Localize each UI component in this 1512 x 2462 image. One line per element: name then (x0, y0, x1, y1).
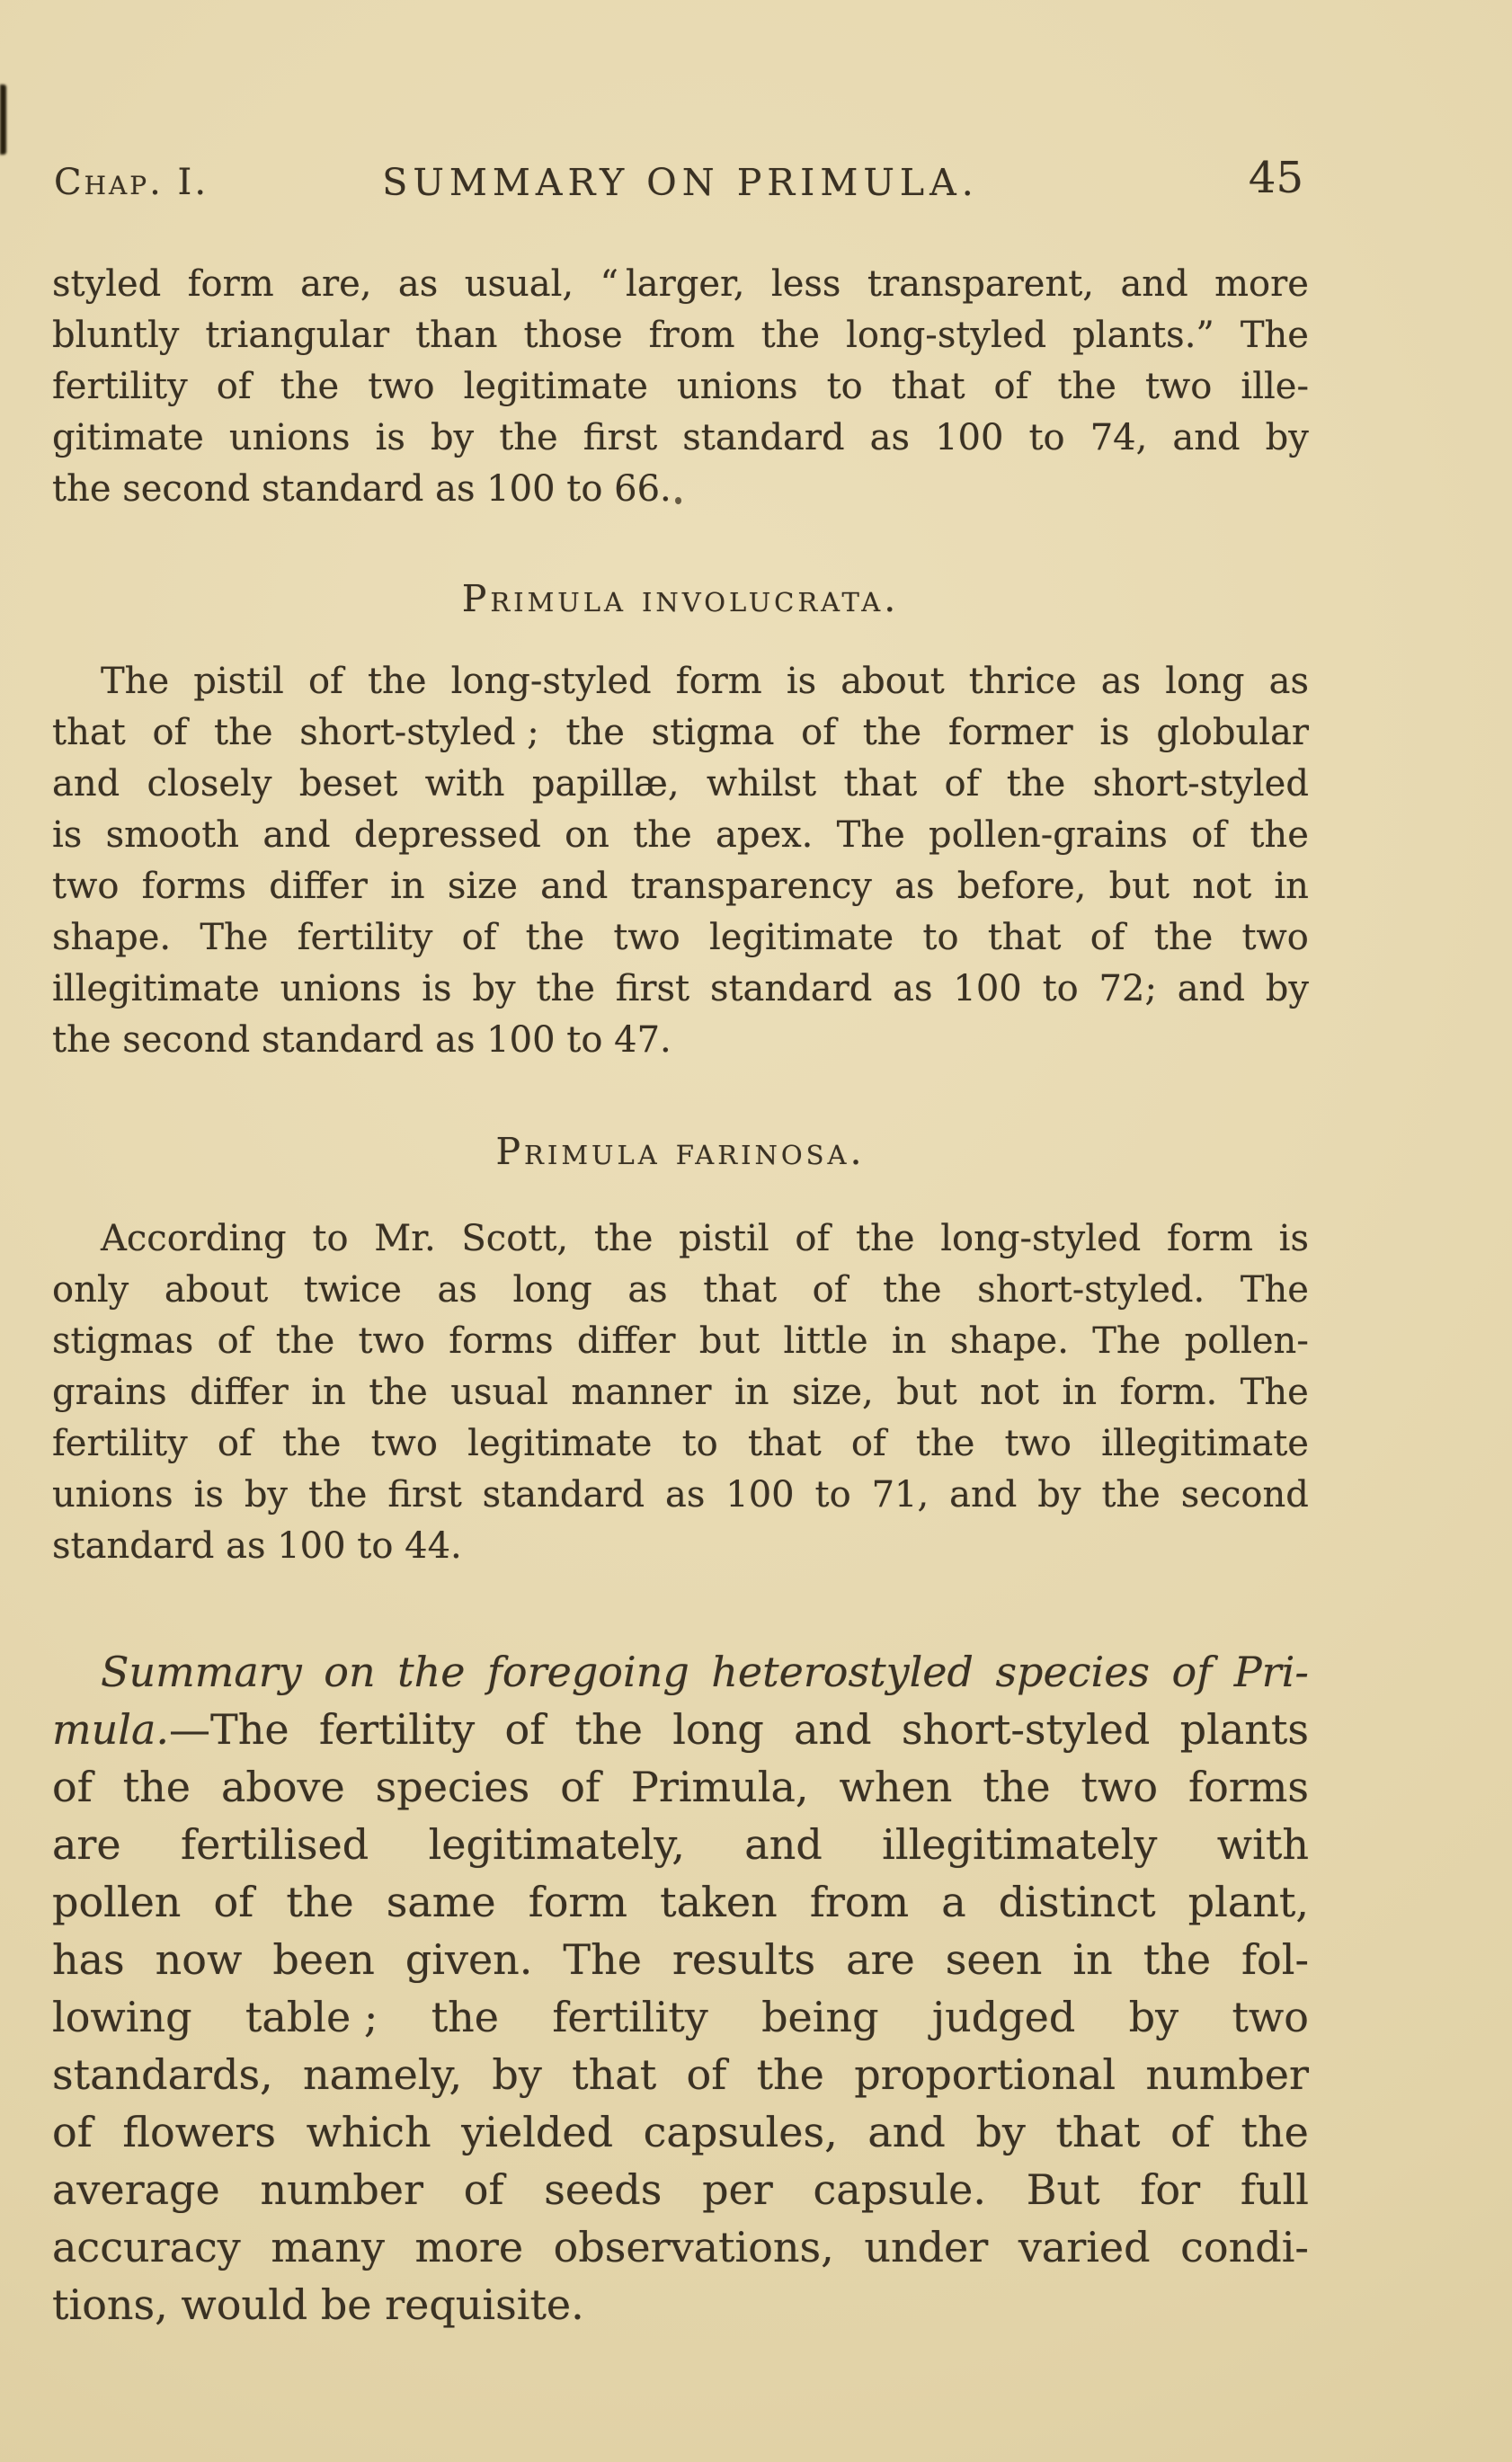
text-line: unions is by the first standard as 100 to 71, and by the second (52, 1474, 1309, 1515)
paragraph (52, 656, 1309, 1066)
text-line: pollen of the same form taken from a distinct plant, (52, 1878, 1309, 1926)
text-line: shape. The fertility of the two legitimate to that of the two (52, 917, 1309, 958)
ink-spot-artifact (675, 497, 681, 504)
section-heading: Primula farinosa. (495, 1130, 866, 1173)
text-line: average number of seeds per capsule. But for full (52, 2165, 1309, 2214)
text-line: two forms differ in size and transparency as before, but not in (52, 866, 1309, 907)
text-line: illegitimate unions is by the first standard as 100 to 72; and by (52, 968, 1309, 1009)
text-line: mula.—The fertility of the long and short-styled plants (52, 1705, 1309, 1754)
text-line: only about twice as long as that of the short-styled. The (52, 1269, 1309, 1311)
text-line: styled form are, as usual, “ larger, less transparent, and more (52, 263, 1309, 305)
text-line: lowing table ; the fertility being judged by two (52, 1993, 1309, 2041)
text-line: standard as 100 to 44. (52, 1525, 462, 1567)
text-line: accuracy many more observations, under varied condi- (52, 2223, 1309, 2271)
text-line: that of the short-styled ; the stigma of the former is globular (52, 712, 1309, 753)
page-header (52, 153, 1309, 205)
text-line: stigmas of the two forms differ but little in shape. The pollen- (52, 1320, 1309, 1362)
text-line: has now been given. The results are seen in the fol- (52, 1935, 1309, 1984)
text-line: bluntly triangular than those from the long-styled plants.” The (52, 315, 1309, 356)
text-line: and closely beset with papillæ, whilst that of the short-styled (52, 763, 1309, 804)
text-line: is smooth and depressed on the apex. The pollen-grains of the (52, 814, 1309, 856)
text-line: of flowers which yielded capsules, and by that of the (52, 2108, 1309, 2156)
text-line: tions, would be requisite. (52, 2280, 584, 2329)
scan-edge-artifact (0, 84, 6, 155)
page-number: 45 (1248, 153, 1303, 203)
text-line: grains differ in the usual manner in size, but not in form. The (52, 1372, 1309, 1413)
paragraph (52, 259, 1309, 515)
text-line: of the above species of Primula, when the two forms (52, 1763, 1309, 1811)
text-line: fertility of the two legitimate unions to that of the two ille- (52, 366, 1309, 407)
text-line: Summary on the foregoing heterostyled species of Pri- (101, 1648, 1309, 1696)
paragraph (52, 1643, 1309, 2333)
text-line: the second standard as 100 to 66. (52, 468, 672, 510)
text-line: are fertilised legitimately, and illegitimately with (52, 1820, 1309, 1869)
running-title: SUMMARY ON PRIMULA. (382, 161, 979, 204)
text-line: the second standard as 100 to 47. (52, 1019, 672, 1061)
text-line: fertility of the two legitimate to that of the two illegitimate (52, 1423, 1309, 1464)
chapter-label: Chap. I. (54, 162, 209, 203)
text-line: The pistil of the long-styled form is about thrice as long as (101, 661, 1309, 702)
text-line: standards, namely, by that of the proportional number (52, 2050, 1309, 2099)
paragraph (52, 1213, 1309, 1572)
section-heading: Primula involucrata. (461, 577, 900, 620)
text-line: According to Mr. Scott, the pistil of the long-styled form is (101, 1218, 1309, 1259)
text-line: gitimate unions is by the first standard as 100 to 74, and by (52, 417, 1309, 458)
